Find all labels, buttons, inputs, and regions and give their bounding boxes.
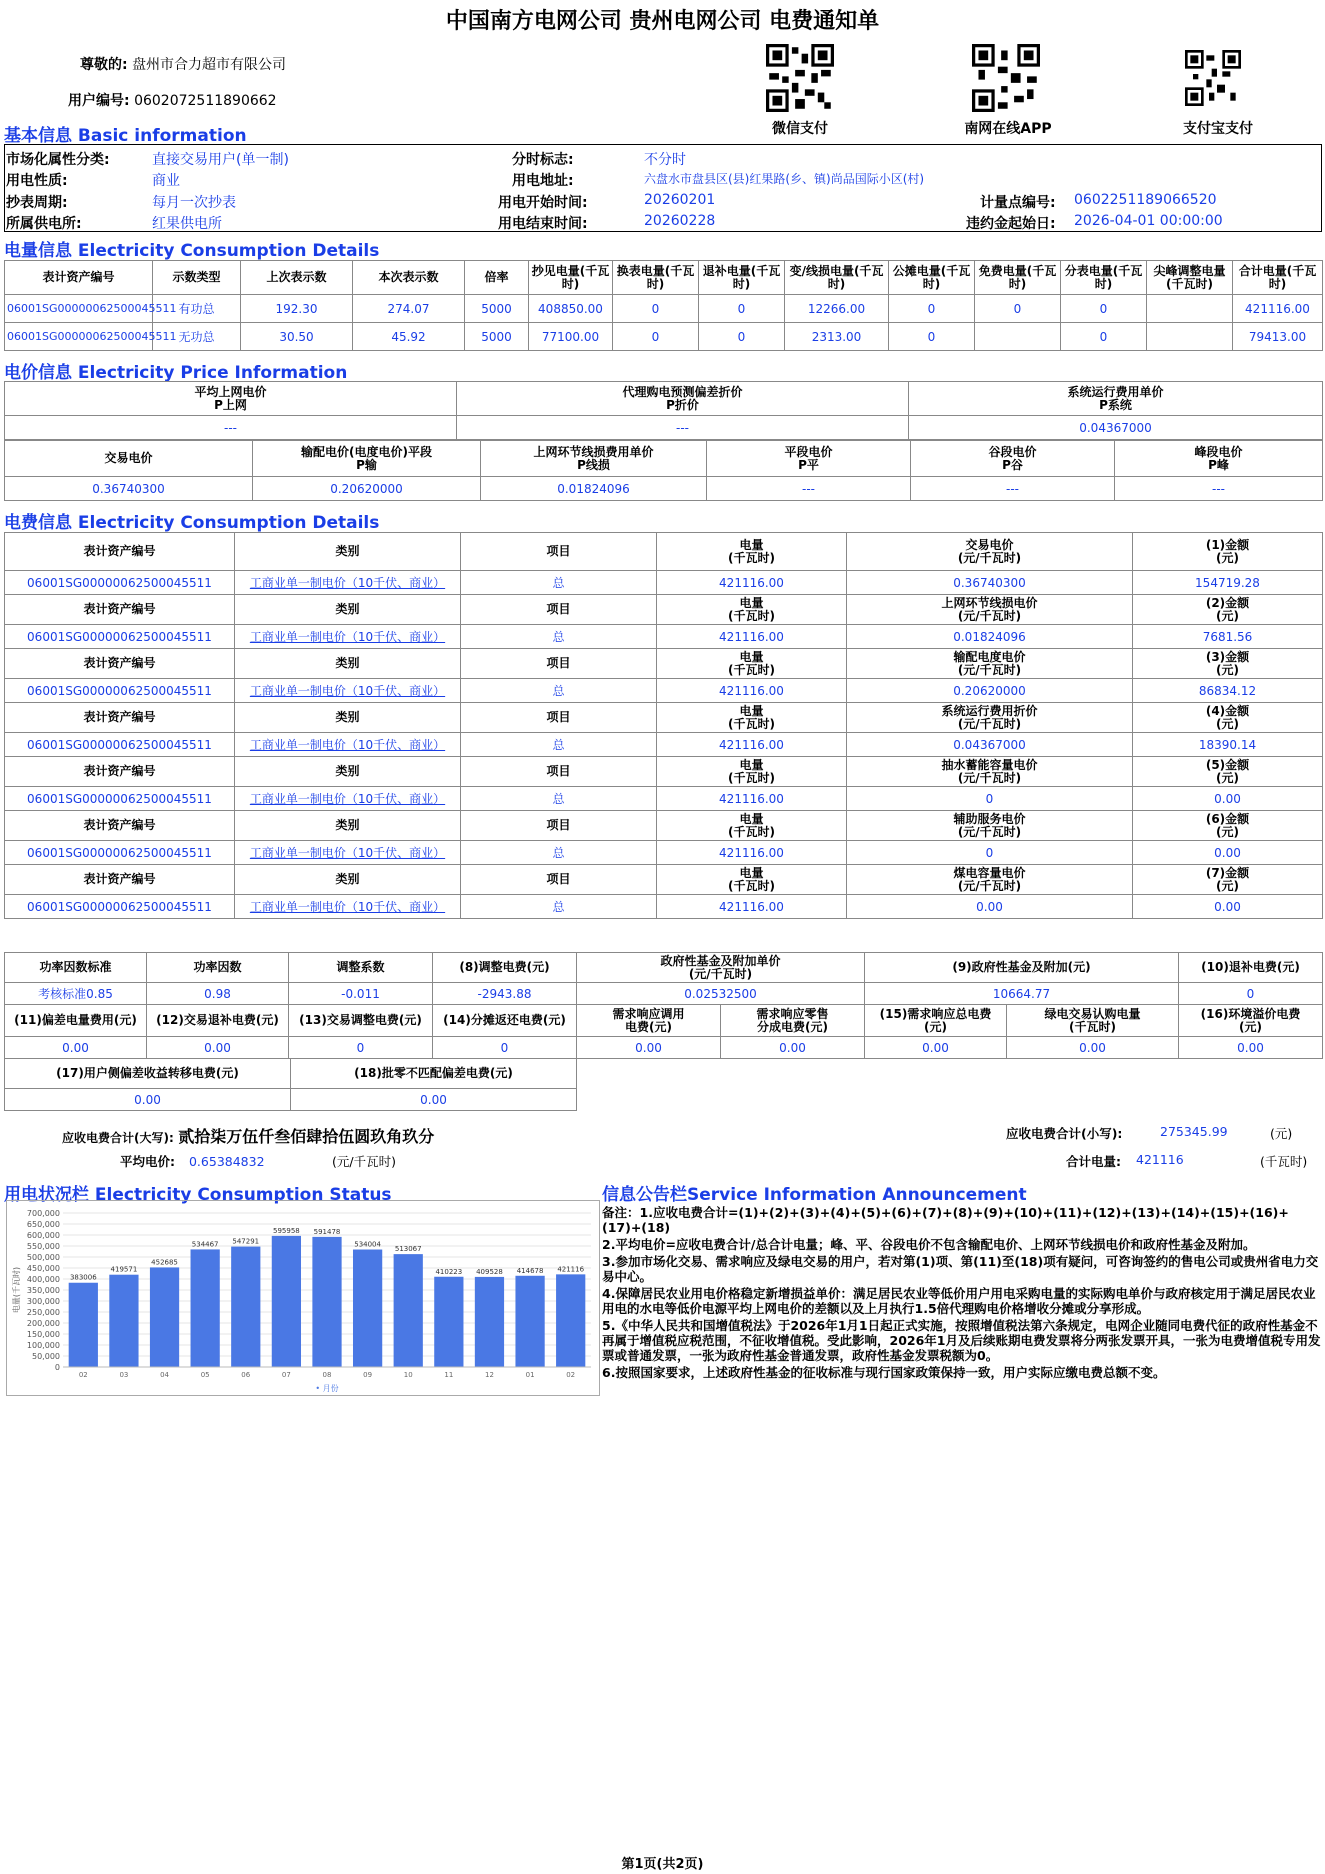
fee-cell: 总 — [461, 841, 657, 865]
meter-asset-id: 06001SG00000062500045511 — [5, 733, 235, 757]
basic-field: 用电结束时间: 20260228 — [498, 213, 716, 232]
bar-value-label: 410223 — [435, 1267, 463, 1276]
adjustment-header: 调整系数 — [289, 953, 433, 983]
fee-header: 表计资产编号 — [5, 533, 235, 571]
extra-header: (18)批零不匹配偏差电费(元) — [291, 1059, 577, 1089]
price-table-segments — [4, 440, 1323, 501]
consumption-chart — [6, 1200, 600, 1396]
price-header: 峰段电价 P峰 — [1115, 441, 1323, 477]
x-tick-label: 01 — [525, 1371, 535, 1379]
page-title: 中国南方电网公司 贵州电网公司 电费通知单 — [445, 9, 880, 34]
adjustment-value: 考核标准0.85 — [5, 983, 147, 1005]
fee-heading: 电费信息 Electricity Consumption Details — [4, 513, 380, 533]
misc-value: 0.00 — [1179, 1037, 1323, 1059]
price-heading: 电价信息 Electricity Price Information — [4, 363, 348, 383]
bar-value-label: 419571 — [110, 1265, 138, 1274]
consumption-cell: 0 — [699, 323, 785, 351]
adjustment-value: 0.02532500 — [577, 983, 865, 1005]
chart-bar — [69, 1283, 98, 1367]
y-tick-label: 250,000 — [26, 1308, 60, 1317]
tariff-category-link[interactable]: 工商业单一制电价（10千伏、商业） — [235, 841, 461, 865]
chart-bar — [191, 1249, 220, 1367]
fee-cell: 86834.12 — [1133, 679, 1323, 703]
fee-header: 表计资产编号 — [5, 811, 235, 841]
meter-asset-id: 06001SG00000062500045511 — [5, 295, 153, 323]
chart-bar — [556, 1274, 585, 1367]
nanwang-app-qr-code-icon[interactable] — [972, 44, 1040, 112]
fee-header: 抽水蓄能容量电价 (元/千瓦时) — [847, 757, 1133, 787]
y-tick-label: 50,000 — [32, 1352, 60, 1361]
customer-name: 盘州市合力超市有限公司 — [132, 57, 287, 73]
fee-header: 电量 (千瓦时) — [657, 703, 847, 733]
fee-header: 类别 — [235, 865, 461, 895]
consumption-cell: 0 — [975, 295, 1061, 323]
fee-header: 电量 (千瓦时) — [657, 757, 847, 787]
fee-cell: 421116.00 — [657, 625, 847, 649]
announcement-item: 备注：1.应收电费合计=(1)+(2)+(3)+(4)+(5)+(6)+(7)+(8)+(9)+(10)+(11)+(12)+(13)+(14)+(15)+(16)+(17)+(18) — [602, 1205, 1289, 1235]
fee-cell: 0 — [847, 787, 1133, 811]
fee-header: 项目 — [461, 533, 657, 571]
adjustment-value: 0 — [1179, 983, 1323, 1005]
consumption-cell: 79413.00 — [1233, 323, 1323, 351]
announcement-body — [602, 1205, 1322, 1382]
y-tick-label: 450,000 — [26, 1264, 60, 1273]
fee-header: 项目 — [461, 649, 657, 679]
basic-field: 分时标志: 不分时 — [512, 152, 686, 168]
tariff-category-link[interactable]: 工商业单一制电价（10千伏、商业） — [235, 625, 461, 649]
consumption-cell: 0 — [1061, 323, 1147, 351]
total-uppercase: 应收电费合计(大写): 贰拾柒万伍仟叁佰肆拾伍圆玖角玖分 — [62, 1127, 435, 1146]
y-tick-label: 400,000 — [26, 1275, 60, 1284]
y-tick-label: 0 — [54, 1363, 60, 1372]
fee-header: 表计资产编号 — [5, 649, 235, 679]
consumption-cell: 0 — [699, 295, 785, 323]
misc-value: 0 — [433, 1037, 577, 1059]
bar-value-label: 383006 — [69, 1273, 97, 1282]
fee-header: (4)金额 (元) — [1133, 703, 1323, 733]
price-value: 0.36740300 — [5, 477, 253, 501]
misc-fee-table — [4, 1004, 1323, 1059]
fee-cell: 总 — [461, 733, 657, 757]
fee-cell: 421116.00 — [657, 679, 847, 703]
fee-header: 项目 — [461, 865, 657, 895]
y-tick-label: 150,000 — [26, 1330, 60, 1339]
customer-id-line — [68, 90, 277, 110]
fee-cell: 421116.00 — [657, 733, 847, 757]
price-header: 上网环节线损费用单价 P线损 — [481, 441, 707, 477]
fee-cell: 7681.56 — [1133, 625, 1323, 649]
consumption-cell: 45.92 — [353, 323, 465, 351]
consumption-heading: 电量信息 Electricity Consumption Details — [4, 241, 380, 261]
chart-bar — [312, 1237, 341, 1367]
chart-bar — [394, 1254, 423, 1367]
y-tick-label: 550,000 — [26, 1242, 60, 1251]
consumption-header: 上次表示数 — [241, 261, 353, 295]
fee-header: 项目 — [461, 811, 657, 841]
consumption-cell: 274.07 — [353, 295, 465, 323]
fee-header: 类别 — [235, 595, 461, 625]
consumption-cell — [975, 323, 1061, 351]
consumption-cell: 0 — [613, 323, 699, 351]
consumption-cell: 77100.00 — [529, 323, 613, 351]
basic-info-heading: 基本信息 Basic information — [4, 126, 247, 146]
misc-header: 需求响应零售 分成电费(元) — [721, 1005, 865, 1037]
tariff-category-link[interactable]: 工商业单一制电价（10千伏、商业） — [235, 733, 461, 757]
payment-label: 微信支付 — [772, 121, 828, 137]
consumption-cell: 0 — [1061, 295, 1147, 323]
fee-cell: 421116.00 — [657, 787, 847, 811]
fee-cell: 总 — [461, 679, 657, 703]
fee-cell: 0.04367000 — [847, 733, 1133, 757]
fee-header: 类别 — [235, 649, 461, 679]
misc-value: 0.00 — [147, 1037, 289, 1059]
x-tick-label: 02 — [566, 1371, 576, 1379]
misc-header: 需求响应调用 电费(元) — [577, 1005, 721, 1037]
fee-header: 电量 (千瓦时) — [657, 865, 847, 895]
meter-asset-id: 06001SG00000062500045511 — [5, 787, 235, 811]
consumption-header: 示数类型 — [153, 261, 241, 295]
chart-bar — [353, 1250, 382, 1367]
extra-header: (17)用户侧偏差收益转移电费(元) — [5, 1059, 291, 1089]
bar-value-label: 595958 — [273, 1226, 300, 1235]
fee-header: 表计资产编号 — [5, 595, 235, 625]
chart-bar — [272, 1236, 301, 1367]
adjustment-header: 功率因数标准 — [5, 953, 147, 983]
fee-cell: 总 — [461, 571, 657, 595]
x-tick-label: 07 — [281, 1371, 291, 1379]
fee-header: (1)金额 (元) — [1133, 533, 1323, 571]
consumption-cell: 30.50 — [241, 323, 353, 351]
consumption-header: 分表电量(千瓦时) — [1061, 261, 1147, 295]
fee-header: 交易电价 (元/千瓦时) — [847, 533, 1133, 571]
price-value: 0.04367000 — [909, 416, 1323, 440]
price-table-system — [4, 381, 1323, 440]
x-tick-label: 05 — [200, 1371, 210, 1379]
misc-value: 0.00 — [865, 1037, 1007, 1059]
payment-label: 支付宝支付 — [1183, 121, 1253, 137]
fee-table — [4, 532, 1323, 919]
consumption-cell: 12266.00 — [785, 295, 889, 323]
announcement-item: 4.保障居民农业用电价格稳定新增损益单价：满足居民农业等低价用户用电采购电量的实际购电单价与政府核定用于满足居民农业用电的水电等低价电源平均上网电价的差额以及上月执行1.5倍代理购电价格增收分摊或分享形成。 — [602, 1286, 1316, 1316]
consumption-header: 抄见电量(千瓦时) — [529, 261, 613, 295]
fee-cell: 0.00 — [847, 895, 1133, 919]
tariff-category-link[interactable]: 工商业单一制电价（10千伏、商业） — [235, 679, 461, 703]
wechat-qr-code-icon[interactable] — [766, 44, 834, 112]
fee-header: 电量 (千瓦时) — [657, 533, 847, 571]
basic-field: 抄表周期: 每月一次抄表 — [6, 195, 236, 211]
status-heading: 用电状况栏 Electricity Consumption Status — [4, 1185, 392, 1205]
fee-cell: 18390.14 — [1133, 733, 1323, 757]
x-tick-label: 12 — [485, 1371, 494, 1379]
fee-header: 表计资产编号 — [5, 703, 235, 733]
fee-cell: 0.01824096 — [847, 625, 1133, 649]
fee-header: 输配电度电价 (元/千瓦时) — [847, 649, 1133, 679]
adjustment-table — [4, 952, 1323, 1005]
price-value: --- — [457, 416, 909, 440]
fee-cell: 0.20620000 — [847, 679, 1133, 703]
tariff-category-link[interactable]: 工商业单一制电价（10千伏、商业） — [235, 787, 461, 811]
y-tick-label: 200,000 — [26, 1319, 60, 1328]
x-axis-label: • 月份 — [315, 1384, 339, 1393]
misc-header: (14)分摊返还电费(元) — [433, 1005, 577, 1037]
adjustment-header: (10)退补电费(元) — [1179, 953, 1323, 983]
meter-asset-id: 06001SG00000062500045511 — [5, 625, 235, 649]
price-value: --- — [5, 416, 457, 440]
page-number: 第1页(共2页) — [621, 1857, 704, 1872]
adjustment-header: (8)调整电费(元) — [433, 953, 577, 983]
price-header: 代理购电预测偏差折价 P折价 — [457, 382, 909, 416]
consumption-chart-svg — [7, 1201, 599, 1395]
fee-header: 上网环节线损电价 (元/千瓦时) — [847, 595, 1133, 625]
meter-asset-id: 06001SG00000062500045511 — [5, 841, 235, 865]
x-tick-label: 04 — [160, 1371, 169, 1379]
fee-cell: 421116.00 — [657, 571, 847, 595]
announcement-item: 5.《中华人民共和国增值税法》于2026年1月1日起正式实施，按照增值税法第六条规定，电网企业随同电费代征的政府性基金不再属于增值税应税范围，不征收增值税。受此影响，2026年1月及后续账期电费发票将分两张发票开具，一张为电费增值税专用发票或普通发票，一张为政府性基金普通发票，政府性基金发票税额为0。 — [602, 1318, 1321, 1363]
bar-value-label: 452685 — [151, 1258, 178, 1267]
alipay-qr-code-icon[interactable] — [1185, 50, 1241, 106]
price-header: 输配电价(电度电价)平段 P输 — [253, 441, 481, 477]
consumption-header: 本次表示数 — [353, 261, 465, 295]
fee-cell: 0.00 — [1133, 895, 1323, 919]
x-tick-label: 10 — [403, 1371, 413, 1379]
fee-header: 项目 — [461, 703, 657, 733]
misc-header: 绿电交易认购电量 (千瓦时) — [1007, 1005, 1179, 1037]
basic-field: 用电性质: 商业 — [6, 173, 180, 189]
tariff-category-link[interactable]: 工商业单一制电价（10千伏、商业） — [235, 895, 461, 919]
price-value: --- — [707, 477, 911, 501]
total-energy: 合计电量: 421116 (千瓦时) — [1066, 1152, 1308, 1169]
consumption-table — [4, 260, 1323, 351]
chart-bar — [231, 1247, 260, 1367]
x-tick-label: 11 — [444, 1371, 454, 1379]
fee-header: 辅助服务电价 (元/千瓦时) — [847, 811, 1133, 841]
fee-header: 表计资产编号 — [5, 865, 235, 895]
fee-header: (5)金额 (元) — [1133, 757, 1323, 787]
bar-value-label: 534467 — [191, 1240, 219, 1249]
consumption-cell — [1147, 323, 1233, 351]
customer-name-line — [80, 54, 286, 74]
x-tick-label: 02 — [78, 1371, 88, 1379]
extra-value: 0.00 — [5, 1089, 291, 1111]
price-header: 平均上网电价 P上网 — [5, 382, 457, 416]
meter-asset-id: 06001SG00000062500045511 — [5, 679, 235, 703]
x-tick-label: 09 — [363, 1371, 373, 1379]
fee-cell: 总 — [461, 787, 657, 811]
fee-header: (3)金额 (元) — [1133, 649, 1323, 679]
consumption-cell: 0 — [613, 295, 699, 323]
price-value: --- — [911, 477, 1115, 501]
meter-asset-id: 06001SG00000062500045511 — [5, 571, 235, 595]
fee-cell: 0.00 — [1133, 787, 1323, 811]
y-axis-label: 电量(千瓦时) — [12, 1266, 21, 1314]
y-tick-label: 650,000 — [26, 1220, 60, 1229]
basic-field: 用电地址: 六盘水市盘县区(县)红果路(乡、镇)尚品国际小区(村) — [512, 172, 925, 189]
adjustment-value: 10664.77 — [865, 983, 1179, 1005]
fee-header: 项目 — [461, 757, 657, 787]
consumption-cell: 无功总 — [153, 323, 241, 351]
consumption-cell: 421116.00 — [1233, 295, 1323, 323]
misc-value: 0.00 — [577, 1037, 721, 1059]
fee-header: 电量 (千瓦时) — [657, 811, 847, 841]
chart-bar — [109, 1275, 138, 1367]
y-tick-label: 100,000 — [26, 1341, 60, 1350]
extra-fee-table — [4, 1058, 577, 1111]
x-tick-label: 08 — [322, 1371, 332, 1379]
meter-asset-id: 06001SG00000062500045511 — [5, 895, 235, 919]
basic-field: 违约金起始日: 2026-04-01 00:00:00 — [966, 213, 1223, 232]
y-tick-label: 600,000 — [26, 1231, 60, 1240]
basic-field: 所属供电所: 红果供电所 — [6, 216, 222, 232]
fee-header: 类别 — [235, 703, 461, 733]
bar-value-label: 534004 — [354, 1240, 381, 1249]
adjustment-header: 功率因数 — [147, 953, 289, 983]
basic-field: 计量点编号: 0602251189066520 — [980, 192, 1217, 211]
announcement-item: 2.平均电价=应收电费合计/总合计电量；峰、平、谷段电价不包含输配电价、上网环节线损电价和政府性基金及附加。 — [602, 1237, 1256, 1252]
consumption-cell: 408850.00 — [529, 295, 613, 323]
x-tick-label: 06 — [241, 1371, 251, 1379]
misc-header: (12)交易退补电费(元) — [147, 1005, 289, 1037]
adjustment-value: 0.98 — [147, 983, 289, 1005]
customer-name-label: 尊敬的: — [80, 57, 128, 73]
misc-value: 0.00 — [1007, 1037, 1179, 1059]
consumption-cell: 0 — [889, 323, 975, 351]
bar-value-label: 414678 — [516, 1266, 544, 1275]
price-value: 0.01824096 — [481, 477, 707, 501]
consumption-header: 合计电量(千瓦时) — [1233, 261, 1323, 295]
average-price: 平均电价: 0.65384832 (元/千瓦时) — [120, 1154, 396, 1169]
chart-bar — [475, 1277, 504, 1367]
bar-value-label: 591478 — [313, 1227, 341, 1236]
announcement-item: 3.参加市场化交易、需求响应及绿电交易的用户，若对第(1)项、第(11)至(18)项有疑问，可咨询签约的售电公司或贵州省电力交易中心。 — [602, 1254, 1319, 1284]
customer-id-label: 用户编号: — [68, 93, 130, 109]
misc-value: 0.00 — [721, 1037, 865, 1059]
misc-value: 0 — [289, 1037, 433, 1059]
bar-value-label: 421116 — [557, 1265, 585, 1274]
consumption-header: 变/线损电量(千瓦时) — [785, 261, 889, 295]
y-tick-label: 700,000 — [26, 1209, 60, 1218]
misc-header: (13)交易调整电费(元) — [289, 1005, 433, 1037]
extra-value: 0.00 — [291, 1089, 577, 1111]
price-header: 谷段电价 P谷 — [911, 441, 1115, 477]
misc-header: (11)偏差电量费用(元) — [5, 1005, 147, 1037]
fee-header: (2)金额 (元) — [1133, 595, 1323, 625]
fee-cell: 总 — [461, 895, 657, 919]
chart-bar — [150, 1267, 179, 1367]
fee-header: 类别 — [235, 811, 461, 841]
consumption-header: 尖峰调整电量(千瓦时) — [1147, 261, 1233, 295]
customer-id: 0602072511890662 — [134, 93, 277, 109]
total-amount: 应收电费合计(小写): 275345.99 (元) — [1006, 1124, 1293, 1141]
y-tick-label: 300,000 — [26, 1297, 60, 1306]
fee-header: (6)金额 (元) — [1133, 811, 1323, 841]
fee-cell: 421116.00 — [657, 841, 847, 865]
fee-cell: 154719.28 — [1133, 571, 1323, 595]
bar-value-label: 513067 — [394, 1245, 422, 1254]
fee-header: 项目 — [461, 595, 657, 625]
adjustment-value: -0.011 — [289, 983, 433, 1005]
price-header: 平段电价 P平 — [707, 441, 911, 477]
y-tick-label: 500,000 — [26, 1253, 60, 1262]
price-value: --- — [1115, 477, 1323, 501]
fee-header: 类别 — [235, 533, 461, 571]
bar-value-label: 409528 — [476, 1267, 503, 1276]
basic-field: 市场化属性分类: 直接交易用户(单一制) — [6, 152, 289, 168]
misc-header: (16)环境溢价电费 (元) — [1179, 1005, 1323, 1037]
adjustment-header: 政府性基金及附加单价 (元/千瓦时) — [577, 953, 865, 983]
fee-cell: 0.00 — [1133, 841, 1323, 865]
consumption-cell: 0 — [889, 295, 975, 323]
price-value: 0.20620000 — [253, 477, 481, 501]
consumption-cell: 有功总 — [153, 295, 241, 323]
consumption-cell: 2313.00 — [785, 323, 889, 351]
fee-header: 表计资产编号 — [5, 757, 235, 787]
fee-cell: 421116.00 — [657, 895, 847, 919]
y-tick-label: 350,000 — [26, 1286, 60, 1295]
tariff-category-link[interactable]: 工商业单一制电价（10千伏、商业） — [235, 571, 461, 595]
adjustment-header: (9)政府性基金及附加(元) — [865, 953, 1179, 983]
consumption-cell — [1147, 295, 1233, 323]
consumption-header: 免费电量(千瓦时) — [975, 261, 1061, 295]
adjustment-value: -2943.88 — [433, 983, 577, 1005]
consumption-header: 公摊电量(千瓦时) — [889, 261, 975, 295]
announcement-item: 6.按照国家要求，上述政府性基金的征收标准与现行国家政策保持一致，用户实际应缴电费总额不变。 — [602, 1365, 1166, 1380]
announcement-heading: 信息公告栏Service Information Announcement — [602, 1185, 1027, 1205]
fee-header: 煤电容量电价 (元/千瓦时) — [847, 865, 1133, 895]
fee-header: (7)金额 (元) — [1133, 865, 1323, 895]
consumption-header: 表计资产编号 — [5, 261, 153, 295]
consumption-cell: 192.30 — [241, 295, 353, 323]
chart-bar — [434, 1277, 463, 1367]
consumption-header: 退补电量(千瓦时) — [699, 261, 785, 295]
payment-label: 南网在线APP — [964, 121, 1052, 137]
bar-value-label: 547291 — [232, 1237, 260, 1246]
fee-header: 类别 — [235, 757, 461, 787]
x-tick-label: 03 — [119, 1371, 129, 1379]
fee-cell: 0 — [847, 841, 1133, 865]
fee-cell: 0.36740300 — [847, 571, 1133, 595]
consumption-cell: 5000 — [465, 323, 529, 351]
misc-value: 0.00 — [5, 1037, 147, 1059]
meter-asset-id: 06001SG00000062500045511 — [5, 323, 153, 351]
price-header: 系统运行费用单价 P系统 — [909, 382, 1323, 416]
misc-header: (15)需求响应总电费 (元) — [865, 1005, 1007, 1037]
fee-header: 系统运行费用折价 (元/千瓦时) — [847, 703, 1133, 733]
consumption-header: 倍率 — [465, 261, 529, 295]
fee-header: 电量 (千瓦时) — [657, 595, 847, 625]
consumption-header: 换表电量(千瓦时) — [613, 261, 699, 295]
basic-field: 用电开始时间: 20260201 — [498, 192, 716, 211]
consumption-cell: 5000 — [465, 295, 529, 323]
chart-bar — [515, 1276, 544, 1367]
fee-cell: 总 — [461, 625, 657, 649]
price-header: 交易电价 — [5, 441, 253, 477]
fee-header: 电量 (千瓦时) — [657, 649, 847, 679]
